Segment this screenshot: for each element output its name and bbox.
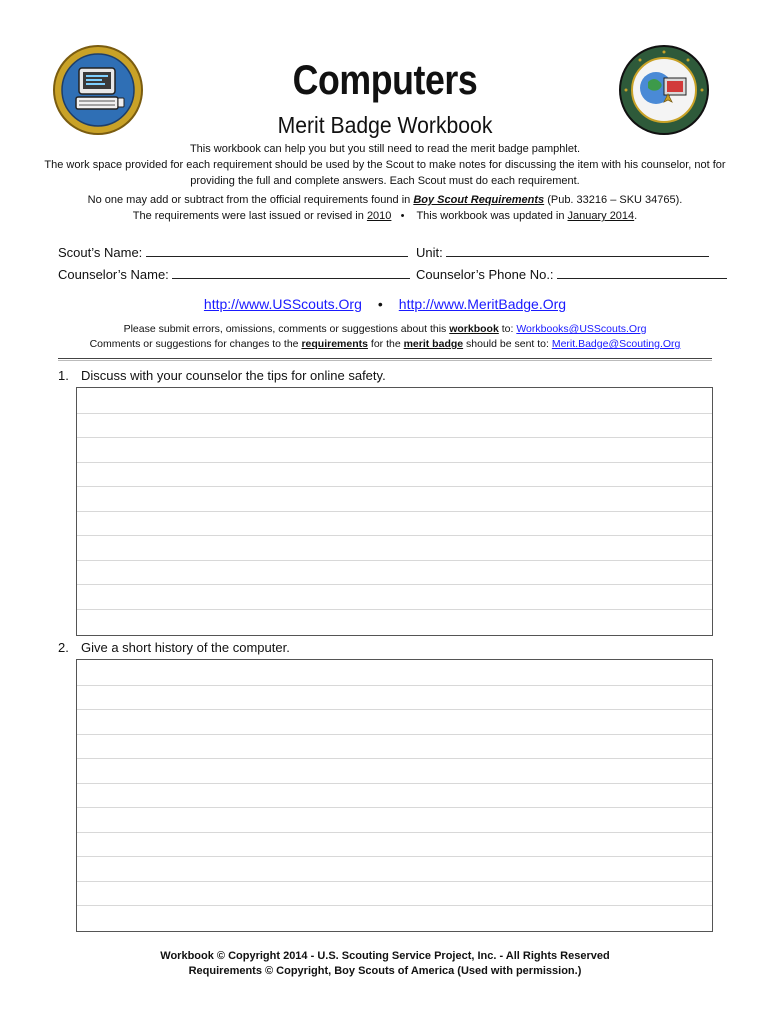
submission-line-2-mid: for the	[367, 338, 404, 350]
intro-line-2: The work space provided for each requirement should be used by the Scout to make notes for discussing the item with his counselor, not for providing the full and complete answers. Each Scout must do each requirement.	[44, 159, 726, 187]
writing-line	[77, 709, 712, 710]
scout-name-line[interactable]	[146, 244, 408, 257]
writing-line	[77, 584, 712, 585]
page-subtitle: Merit Badge Workbook	[277, 112, 493, 138]
scout-name-label: Scout’s Name:	[58, 245, 143, 260]
writing-line	[77, 856, 712, 857]
writing-line	[77, 685, 712, 686]
writing-line	[77, 413, 712, 414]
writing-line	[77, 535, 712, 536]
website-links	[0, 296, 770, 312]
requirement-text: Discuss with your counselor the tips for online safety.	[81, 368, 386, 383]
writing-line	[77, 734, 712, 735]
requirement-number: 2.	[58, 640, 69, 655]
intro-line-3-post: (Pub. 33216 – SKU 34765).	[544, 194, 683, 206]
answer-box-2[interactable]	[76, 659, 713, 932]
update-date: January 2014	[567, 210, 635, 222]
submission-line-1	[40, 322, 730, 337]
intro-line-4	[40, 208, 730, 224]
intro-line-1: This workbook can help you but you still need to read the merit badge pamphlet.	[189, 143, 581, 155]
writing-line	[77, 783, 712, 784]
counselor-phone-label: Counselor’s Phone No.:	[416, 267, 554, 282]
submission-line-2	[40, 337, 730, 352]
requirement-number: 1.	[58, 368, 69, 383]
intro-line-4-pre: The requirements were last issued or revised in	[132, 210, 367, 222]
intro-line-4-mid: • This workbook was updated in	[391, 210, 568, 222]
writing-line	[77, 905, 712, 906]
footer-copyright-requirements: Requirements © Copyright, Boy Scouts of America (Used with permission.)	[188, 965, 582, 977]
merit-badge-emphasis: merit badge	[403, 338, 464, 350]
writing-line	[77, 832, 712, 833]
revision-year: 2010	[366, 210, 392, 222]
unit-line[interactable]	[446, 244, 709, 257]
counselor-phone-field[interactable]	[416, 266, 727, 282]
writing-line	[77, 437, 712, 438]
submission-info	[40, 322, 730, 352]
counselor-name-label: Counselor’s Name:	[58, 267, 169, 282]
footer-copyright-workbook: Workbook © Copyright 2014 - U.S. Scouting Service Project, Inc. - All Rights Reserved	[160, 950, 610, 962]
intro-line-3-pre: No one may add or subtract from the official requirements found in	[87, 194, 414, 206]
writing-line	[77, 560, 712, 561]
writing-line	[77, 807, 712, 808]
section-divider	[58, 358, 712, 361]
requirement-2	[58, 640, 290, 655]
intro-text	[40, 141, 730, 224]
counselor-name-field[interactable]	[58, 266, 410, 282]
requirements-emphasis: requirements	[301, 338, 368, 350]
scout-name-field[interactable]	[58, 244, 408, 260]
writing-line	[77, 609, 712, 610]
answer-box-1[interactable]	[76, 387, 713, 636]
workbook-emphasis: workbook	[449, 323, 499, 335]
requirement-1	[58, 368, 386, 383]
requirement-text: Give a short history of the computer.	[81, 640, 290, 655]
workbooks-email-link[interactable]: Workbooks@USScouts.Org	[516, 323, 647, 335]
submission-line-1-mid: to:	[498, 323, 517, 335]
intro-line-4-end: .	[634, 210, 638, 222]
counselor-name-line[interactable]	[172, 266, 410, 279]
submission-line-2-pre: Comments or suggestions for changes to the	[89, 338, 302, 350]
link-separator: •	[377, 296, 383, 312]
footer	[0, 949, 770, 979]
writing-line	[77, 462, 712, 463]
submission-line-2-mid2: should be sent to:	[463, 338, 552, 350]
writing-line	[77, 511, 712, 512]
counselor-phone-line[interactable]	[557, 266, 727, 279]
merit-badge-email-link[interactable]: Merit.Badge@Scouting.Org	[551, 338, 681, 350]
submission-line-1-pre: Please submit errors, omissions, comments or suggestions about this	[123, 323, 450, 335]
unit-field[interactable]	[416, 244, 709, 260]
page-title: Computers	[292, 56, 478, 103]
unit-label: Unit:	[416, 245, 443, 260]
writing-line	[77, 758, 712, 759]
writing-line	[77, 881, 712, 882]
usscouts-link[interactable]: http://www.USScouts.Org	[203, 296, 362, 312]
writing-line	[77, 486, 712, 487]
boy-scout-requirements-link[interactable]: Boy Scout Requirements	[413, 194, 545, 206]
intro-line-3	[40, 192, 730, 208]
meritbadge-link[interactable]: http://www.MeritBadge.Org	[398, 296, 567, 312]
